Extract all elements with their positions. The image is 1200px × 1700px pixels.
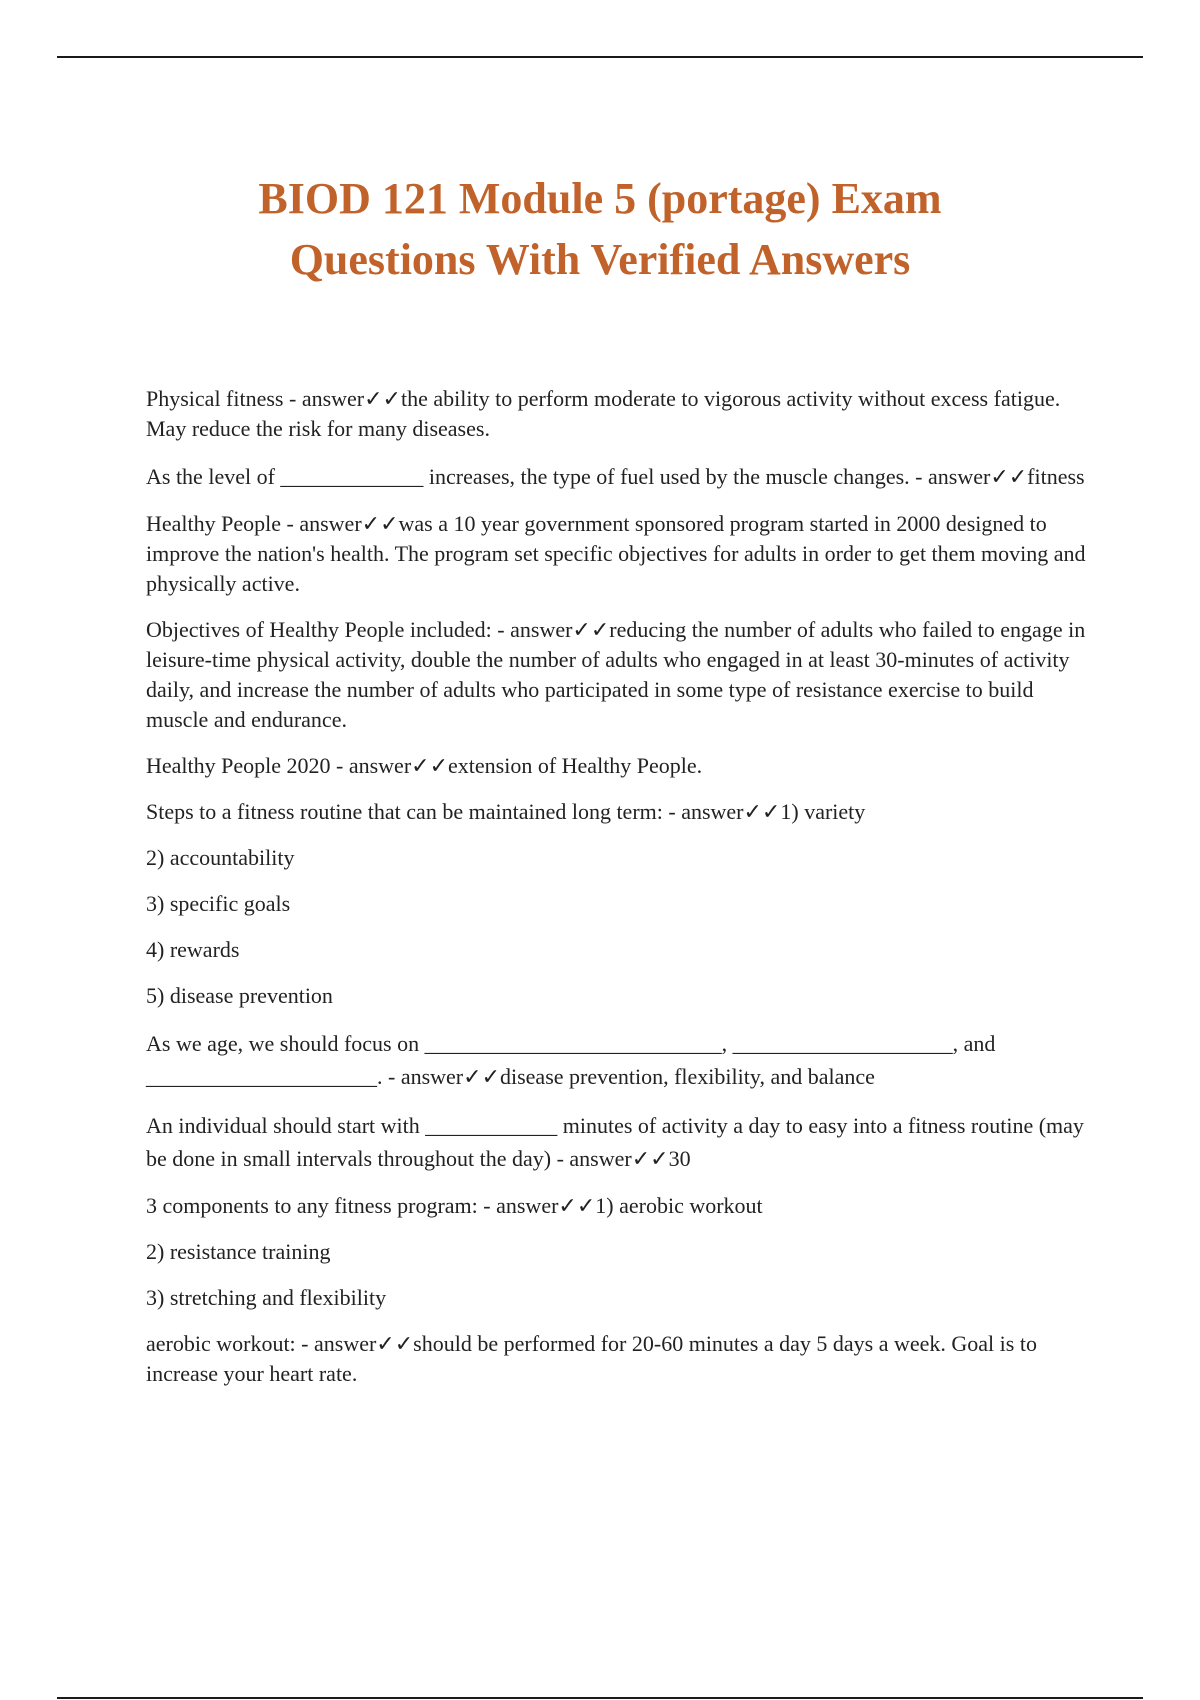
qa-paragraph: aerobic workout: - answer✓✓should be performed for 20-60 minutes a day 5 days a week. Goal is to increase your heart rate. [146, 1331, 1037, 1386]
list-item: 4) rewards [146, 937, 240, 962]
qa-paragraph: As we age, we should focus on ___________________________, ____________________, and _____________________. - answer✓✓disease prevention, flexibility, and balance [146, 1031, 996, 1089]
title-line-1: BIOD 121 Module 5 (portage) Exam [258, 174, 942, 223]
qa-paragraph: Steps to a fitness routine that can be maintained long term: - answer✓✓1) variety [146, 799, 866, 824]
document-title [120, 168, 1080, 290]
qa-paragraph: 3 components to any fitness program: - answer✓✓1) aerobic workout [146, 1193, 763, 1218]
title-line-2: Questions With Verified Answers [289, 235, 911, 284]
footer-rule [57, 1697, 1143, 1699]
header-rule [57, 56, 1143, 58]
list-item: 5) disease prevention [146, 983, 333, 1008]
qa-paragraph: Physical fitness - answer✓✓the ability to perform moderate to vigorous activity without excess fatigue. May reduce the risk for many diseases. [146, 386, 1061, 441]
list-item: 3) specific goals [146, 891, 291, 916]
qa-paragraph: Healthy People - answer✓✓was a 10 year government sponsored program started in 2000 designed to improve the nation's health. The program set specific objectives for adults in order to get them moving and physically active. [146, 511, 1086, 596]
list-item: 2) resistance training [146, 1239, 331, 1264]
qa-paragraph: Objectives of Healthy People included: - answer✓✓reducing the number of adults who failed to engage in leisure-time physical activity, double the number of adults who engaged in at least 30-minutes of activity daily, and increase the number of adults who participated in some type of resistance exercise to build muscle and endurance. [146, 617, 1086, 732]
list-item: 3) stretching and flexibility [146, 1285, 387, 1310]
document-body [146, 384, 1091, 1405]
qa-paragraph: As the level of _____________ increases, the type of fuel used by the muscle changes. - answer✓✓fitness [146, 464, 1085, 489]
qa-paragraph: Healthy People 2020 - answer✓✓extension of Healthy People. [146, 753, 703, 778]
list-item: 2) accountability [146, 845, 295, 870]
qa-paragraph: An individual should start with ____________ minutes of activity a day to easy into a fitness routine (may be done in small intervals throughout the day) - answer✓✓30 [146, 1113, 1084, 1171]
